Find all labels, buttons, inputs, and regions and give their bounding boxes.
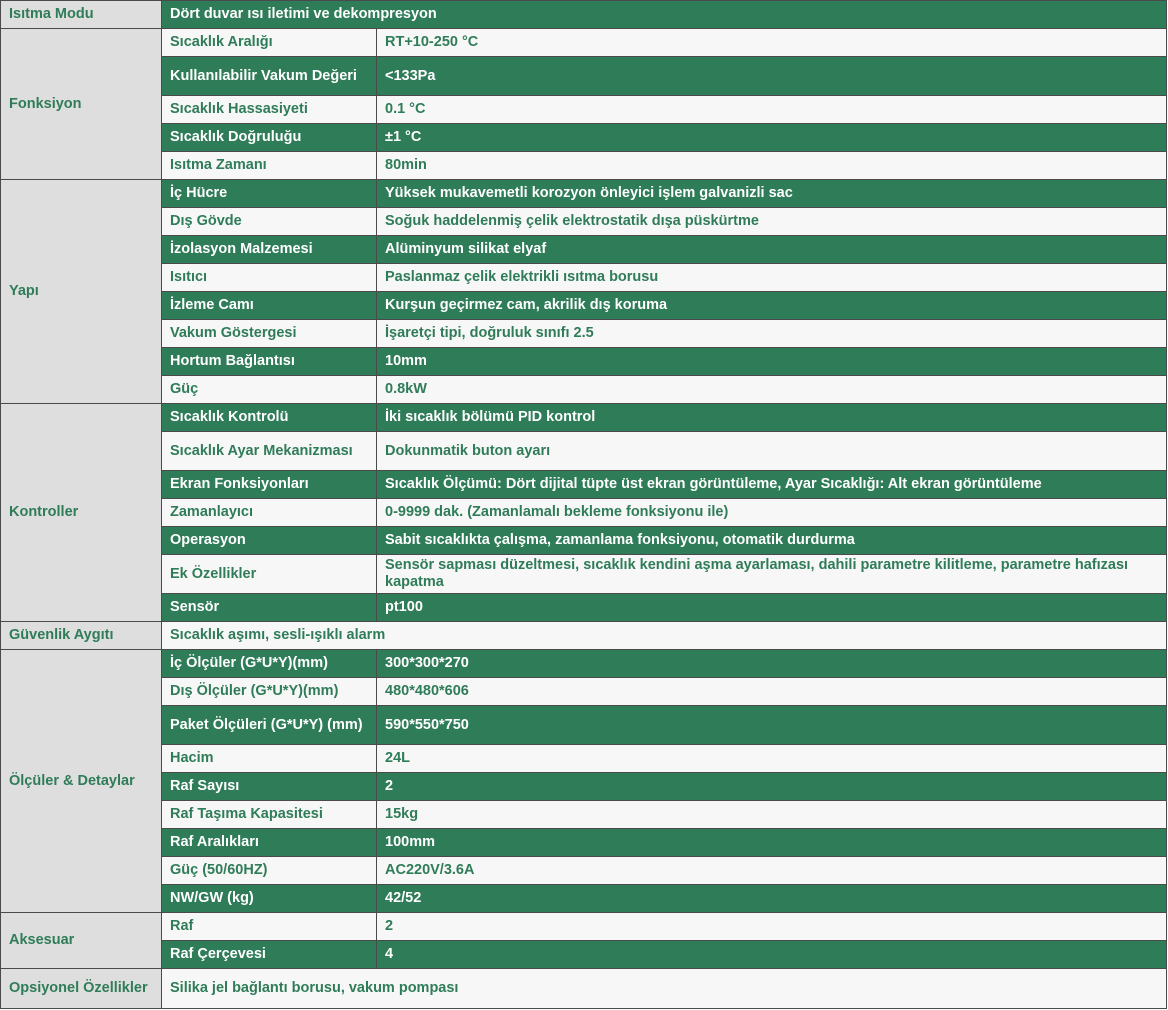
row-label: Dış Gövde	[162, 208, 377, 236]
row-label: Sıcaklık Ayar Mekanizması	[162, 432, 377, 471]
row-value: Sensör sapması düzeltmesi, sıcaklık kendini aşma ayarlaması, dahili parametre kilitleme, parametre hafızası kapatma	[377, 555, 1167, 594]
row-label: Raf Çerçevesi	[162, 941, 377, 969]
table-row	[1, 29, 1167, 57]
category-accessory: Aksesuar	[1, 913, 162, 969]
table-row	[1, 96, 1167, 124]
row-value: RT+10-250 °C	[377, 29, 1167, 57]
row-label: Sıcaklık Hassasiyeti	[162, 96, 377, 124]
row-label: Güç (50/60HZ)	[162, 857, 377, 885]
row-label: Sıcaklık Doğruluğu	[162, 124, 377, 152]
table-row	[1, 471, 1167, 499]
row-value: 2	[377, 913, 1167, 941]
row-value: ±1 °C	[377, 124, 1167, 152]
table-row	[1, 180, 1167, 208]
table-row	[1, 264, 1167, 292]
table-row	[1, 527, 1167, 555]
row-label: Raf Sayısı	[162, 773, 377, 801]
row-value: 2	[377, 773, 1167, 801]
row-label: Vakum Göstergesi	[162, 320, 377, 348]
table-row	[1, 801, 1167, 829]
category-controller: Kontroller	[1, 404, 162, 622]
row-label: Operasyon	[162, 527, 377, 555]
category-function: Fonksiyon	[1, 29, 162, 180]
table-row	[1, 348, 1167, 376]
table-row	[1, 555, 1167, 594]
row-value: 42/52	[377, 885, 1167, 913]
optional-value: Silika jel bağlantı borusu, vakum pompası	[162, 969, 1167, 1009]
table-row	[1, 499, 1167, 527]
table-row	[1, 706, 1167, 745]
row-value: 80min	[377, 152, 1167, 180]
row-value: 300*300*270	[377, 650, 1167, 678]
table-row	[1, 236, 1167, 264]
row-label: İç Ölçüler (G*U*Y)(mm)	[162, 650, 377, 678]
row-value: 15kg	[377, 801, 1167, 829]
table-row	[1, 376, 1167, 404]
row-label: NW/GW (kg)	[162, 885, 377, 913]
row-value: İşaretçi tipi, doğruluk sınıfı 2.5	[377, 320, 1167, 348]
row-label: Raf	[162, 913, 377, 941]
row-value: 590*550*750	[377, 706, 1167, 745]
row-label: Güç	[162, 376, 377, 404]
row-value: 10mm	[377, 348, 1167, 376]
row-value: 4	[377, 941, 1167, 969]
table-row	[1, 320, 1167, 348]
row-value: Sıcaklık Ölçümü: Dört dijital tüpte üst ekran görüntüleme, Ayar Sıcaklığı: Alt ekran görüntüleme	[377, 471, 1167, 499]
table-row	[1, 124, 1167, 152]
row-value: 100mm	[377, 829, 1167, 857]
table-row	[1, 404, 1167, 432]
table-row	[1, 773, 1167, 801]
table-row	[1, 829, 1167, 857]
row-value: Alüminyum silikat elyaf	[377, 236, 1167, 264]
table-row	[1, 432, 1167, 471]
table-row	[1, 292, 1167, 320]
row-value: 0.8kW	[377, 376, 1167, 404]
row-value: İki sıcaklık bölümü PID kontrol	[377, 404, 1167, 432]
row-label: Sıcaklık Aralığı	[162, 29, 377, 57]
row-value: Paslanmaz çelik elektrikli ısıtma borusu	[377, 264, 1167, 292]
table-row	[1, 594, 1167, 622]
table-row	[1, 913, 1167, 941]
row-value: Kurşun geçirmez cam, akrilik dış koruma	[377, 292, 1167, 320]
row-label: Isıtma Zamanı	[162, 152, 377, 180]
table-row	[1, 857, 1167, 885]
row-label: Hortum Bağlantısı	[162, 348, 377, 376]
row-value: 24L	[377, 745, 1167, 773]
row-value: <133Pa	[377, 57, 1167, 96]
table-row	[1, 1, 1167, 29]
table-row	[1, 650, 1167, 678]
row-label: Isıtıcı	[162, 264, 377, 292]
category-heating-mode: Isıtma Modu	[1, 1, 162, 29]
category-safety: Güvenlik Aygıtı	[1, 622, 162, 650]
category-optional: Opsiyonel Özellikler	[1, 969, 162, 1009]
row-label: Raf Taşıma Kapasitesi	[162, 801, 377, 829]
row-label: İzolasyon Malzemesi	[162, 236, 377, 264]
row-label: Zamanlayıcı	[162, 499, 377, 527]
row-label: Sensör	[162, 594, 377, 622]
heating-mode-value: Dört duvar ısı iletimi ve dekompresyon	[162, 1, 1167, 29]
row-label: Raf Aralıkları	[162, 829, 377, 857]
row-label: İzleme Camı	[162, 292, 377, 320]
row-value: Sabit sıcaklıkta çalışma, zamanlama fonksiyonu, otomatik durdurma	[377, 527, 1167, 555]
row-value: pt100	[377, 594, 1167, 622]
table-row	[1, 885, 1167, 913]
row-label: Dış Ölçüler (G*U*Y)(mm)	[162, 678, 377, 706]
table-row	[1, 941, 1167, 969]
row-label: İç Hücre	[162, 180, 377, 208]
row-label: Ek Özellikler	[162, 555, 377, 594]
row-label: Sıcaklık Kontrolü	[162, 404, 377, 432]
row-label: Ekran Fonksiyonları	[162, 471, 377, 499]
table-row	[1, 969, 1167, 1009]
row-value: 0-9999 dak. (Zamanlamalı bekleme fonksiyonu ile)	[377, 499, 1167, 527]
row-value: Yüksek mukavemetli korozyon önleyici işlem galvanizli sac	[377, 180, 1167, 208]
row-value: 480*480*606	[377, 678, 1167, 706]
row-value: 0.1 °C	[377, 96, 1167, 124]
row-label: Hacim	[162, 745, 377, 773]
safety-value: Sıcaklık aşımı, sesli-ışıklı alarm	[162, 622, 1167, 650]
row-label: Kullanılabilir Vakum Değeri	[162, 57, 377, 96]
row-value: Dokunmatik buton ayarı	[377, 432, 1167, 471]
category-structure: Yapı	[1, 180, 162, 404]
category-dimensions: Ölçüler & Detaylar	[1, 650, 162, 913]
table-row	[1, 57, 1167, 96]
row-value: Soğuk haddelenmiş çelik elektrostatik dışa püskürtme	[377, 208, 1167, 236]
table-row	[1, 622, 1167, 650]
table-row	[1, 208, 1167, 236]
table-row	[1, 745, 1167, 773]
table-row	[1, 678, 1167, 706]
row-value: AC220V/3.6A	[377, 857, 1167, 885]
table-row	[1, 152, 1167, 180]
row-label: Paket Ölçüleri (G*U*Y) (mm)	[162, 706, 377, 745]
